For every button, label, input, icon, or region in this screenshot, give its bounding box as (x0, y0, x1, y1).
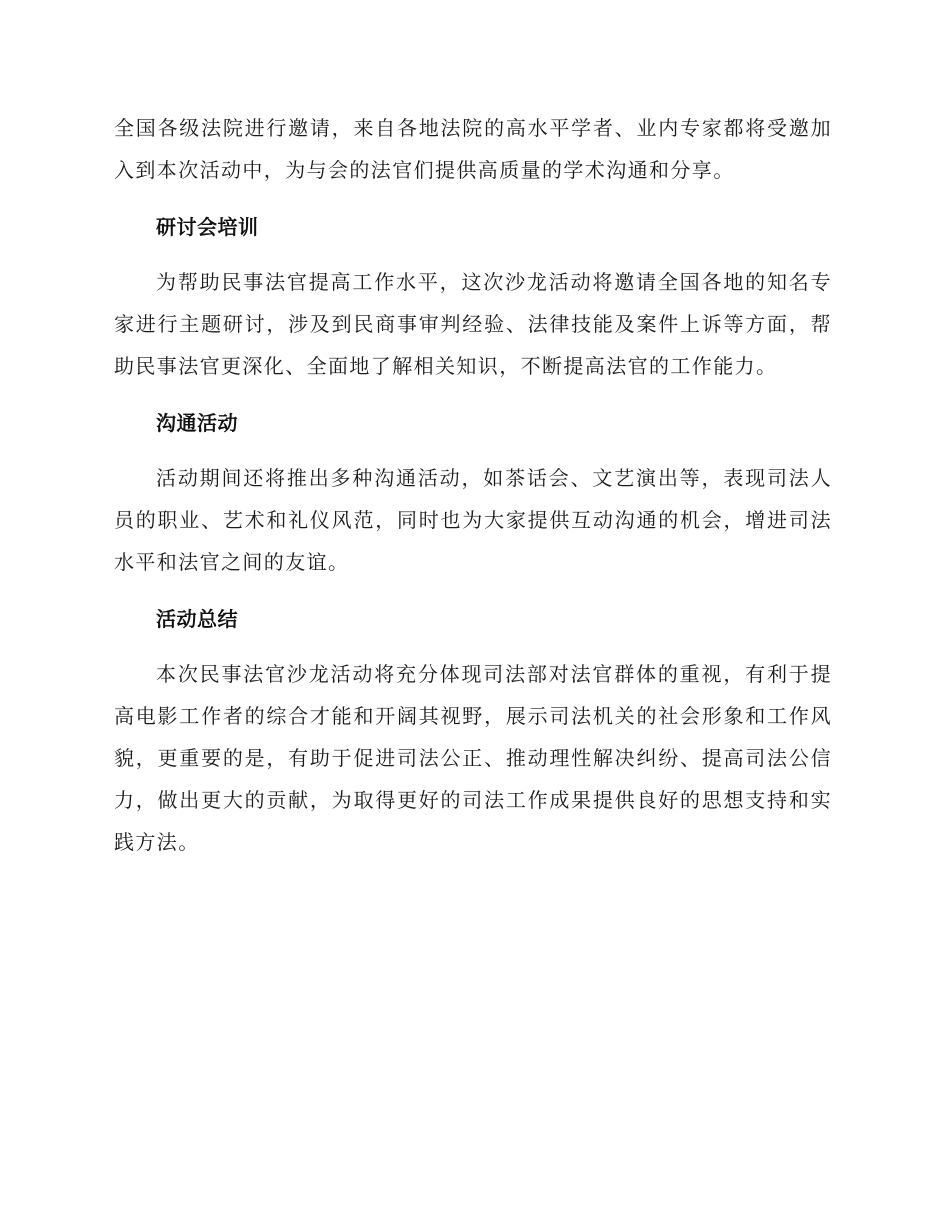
section-body-activity-summary: 本次民事法官沙龙活动将充分体现司法部对法官群体的重视，有利于提高电影工作者的综合才能和开阔其视野，展示司法机关的社会形象和工作风貌，更重要的是，有助于促进司法公正、推动理性解决纠纷、提高司法公信力，做出更大的贡献，为取得更好的司法工作成果提供良好的思想支持和实践方法。 (114, 662, 832, 854)
section-heading-seminar-training: 研讨会培训 (156, 215, 259, 239)
section-heading-communication-activities: 沟通活动 (156, 411, 238, 435)
section-heading-activity-summary: 活动总结 (156, 607, 238, 631)
section-body-communication-activities: 活动期间还将推出多种沟通活动，如茶话会、文艺演出等，表现司法人员的职业、艺术和礼仪风范，同时也为大家提供互动沟通的机会，增进司法水平和法官之间的友谊。 (114, 466, 832, 574)
intro-paragraph: 全国各级法院进行邀请，来自各地法院的高水平学者、业内专家都将受邀加入到本次活动中，为与会的法官们提供高质量的学术沟通和分享。 (114, 116, 832, 182)
section-body-seminar-training: 为帮助民事法官提高工作水平，这次沙龙活动将邀请全国各地的知名专家进行主题研讨，涉及到民商事审判经验、法律技能及案件上诉等方面，帮助民事法官更深化、全面地了解相关知识，不断提高法官的工作能力。 (114, 270, 832, 378)
document-body (114, 107, 832, 878)
